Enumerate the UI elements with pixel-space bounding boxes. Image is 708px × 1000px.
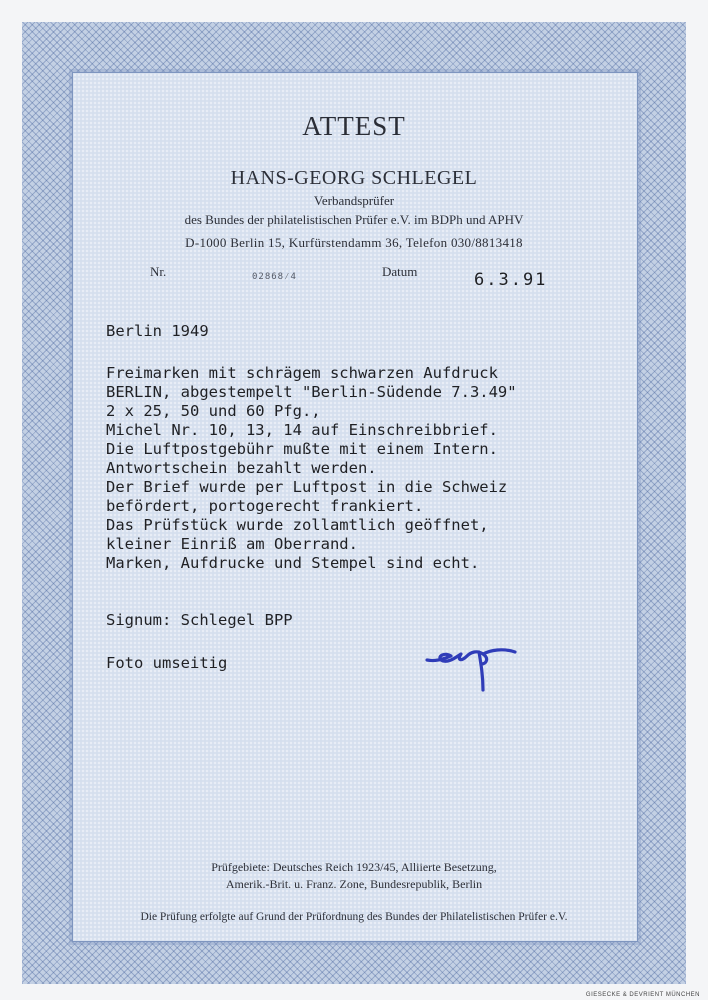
nr-label: Nr. [150,264,167,279]
examination-areas-line2: Amerik.-Brit. u. Franz. Zone, Bundesrepublik, Berlin [225,877,483,891]
address-line: D-1000 Berlin 15, Kurfürstendamm 36, Telefon 030/8813418 [185,235,523,250]
examiner-role: Verbandsprüfer [313,193,395,208]
certificate-border [22,22,686,984]
examiner-name: HANS-GEORG SCHLEGEL [230,167,478,189]
examination-areas-line1: Prüfgebiete: Deutsches Reich 1923/45, Alliierte Besetzung, [211,860,497,874]
description-line: Antwortschein bezahlt werden. [106,459,377,477]
description-line: Michel Nr. 10, 13, 14 auf Einschreibbrief. [106,421,498,439]
datum-value: 6.3.91 [474,270,548,290]
attest-description [106,364,517,573]
attest-heading: Berlin 1949 [106,322,209,340]
description-line: Marken, Aufdrucke und Stempel sind echt. [106,554,480,572]
description-line: Freimarken mit schrägem schwarzen Aufdruck [106,364,498,382]
legal-notice: Die Prüfung erfolgte auf Grund der Prüfordnung des Bundes der Philatelistischen Prüfer e.V. [140,911,568,923]
description-line: Das Prüfstück wurde zollamtlich geöffnet, [106,516,489,534]
signature-mark [423,646,523,694]
certificate-title: ATTEST [302,111,406,141]
association-line: des Bundes der philatelistischen Prüfer e.V. im BDPh und APHV [184,212,524,227]
description-line: kleiner Einriß am Oberrand. [106,535,358,553]
nr-value: 02868⁄4 [252,272,297,282]
description-line: Der Brief wurde per Luftpost in die Schweiz [106,478,508,496]
datum-label: Datum [382,264,418,279]
description-line: BERLIN, abgestempelt "Berlin-Südende 7.3.49" [106,383,517,401]
description-line: 2 x 25, 50 und 60 Pfg., [106,402,321,420]
description-line: befördert, portogerecht frankiert. [106,497,424,515]
photo-note: Foto umseitig [106,654,228,672]
description-line: Die Luftpostgebühr mußte mit einem Intern. [106,440,498,458]
printer-imprint: GIESECKE & DEVRIENT MÜNCHEN [585,992,700,998]
signum-line: Signum: Schlegel BPP [106,611,293,629]
